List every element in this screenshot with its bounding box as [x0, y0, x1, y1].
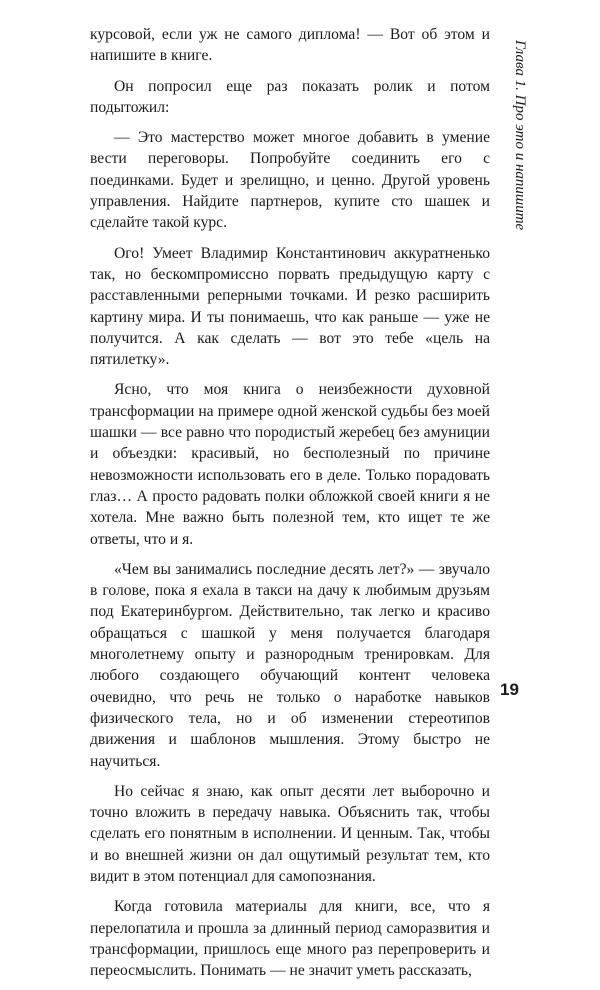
running-head: Глава 1. Про это и напишите — [512, 40, 528, 231]
paragraph-6: «Чем вы занимались последние десять лет?» — звучало в голове, пока я ехала в такси на дачу к любимым друзьям под Екатеринбургом. Действительно, так легко и красиво обращаться с шашкой у меня получается благодаря многолетнему опыту и разнородным тренировкам. Для любого создающего обучающий контент человека очевидно, что речь не только о наработке навыков физического тела, но и об изменении стереотипов движения и шаблонов мышления. Этому быстро не научиться. — [90, 560, 490, 770]
body-text — [90, 24, 490, 990]
paragraph-5: Ясно, что моя книга о неизбежности духовной трансформации на примере одной женской судьбы без моей шашки — все равно что породистый жеребец без амуниции и объездки: красивый, но бесполезный по причине невозможности использовать его в деле. Только порадовать глаз… А просто радовать полки обложкой своей книги я не хотела. Мне важно быть полезной тем, кто ищет те же ответы, что и я. — [90, 381, 490, 548]
paragraph-1: курсовой, если уж не самого диплома! — Вот об этом и напишите в книге. — [90, 26, 490, 65]
paragraph-2: Он попросил еще раз показать ролик и потом подытожил: — [90, 77, 490, 116]
paragraph-4: Ого! Умеет Владимир Константинович аккуратненько так, но бескомпромиссно порвать предыдущую карту с расставленными реперными точками. И резко расширить картину мира. И ты понимаешь, что как раньше — уже не получится. А как сделать — вот это тебе «цель на пятилетку». — [90, 244, 490, 369]
paragraph-3: — Это мастерство может многое добавить в умение вести переговоры. Попробуйте соединить его с поединками. Будет и зрелищно, и ценно. Другой уровень управления. Найдите партнеров, купите сто шашек и сделайте такой курс. — [90, 129, 490, 232]
page-number: 19 — [500, 680, 519, 699]
paragraph-7: Но сейчас я знаю, как опыт десяти лет выборочно и точно вложить в передачу навыка. Объяснить так, чтобы сделать его понятным в исполнении. И ценным. Так, чтобы и во внешней жизни он дал ощутимый результат тем, кто видит в этом потенциал для самопознания. — [90, 782, 490, 885]
paragraph-8: Когда готовила материалы для книги, все, что я перелопатила и прошла за длинный период саморазвития и трансформации, пришлось еще много раз перепроверить и переосмыслить. Понимать — не значит уметь рассказать, — [90, 898, 490, 980]
